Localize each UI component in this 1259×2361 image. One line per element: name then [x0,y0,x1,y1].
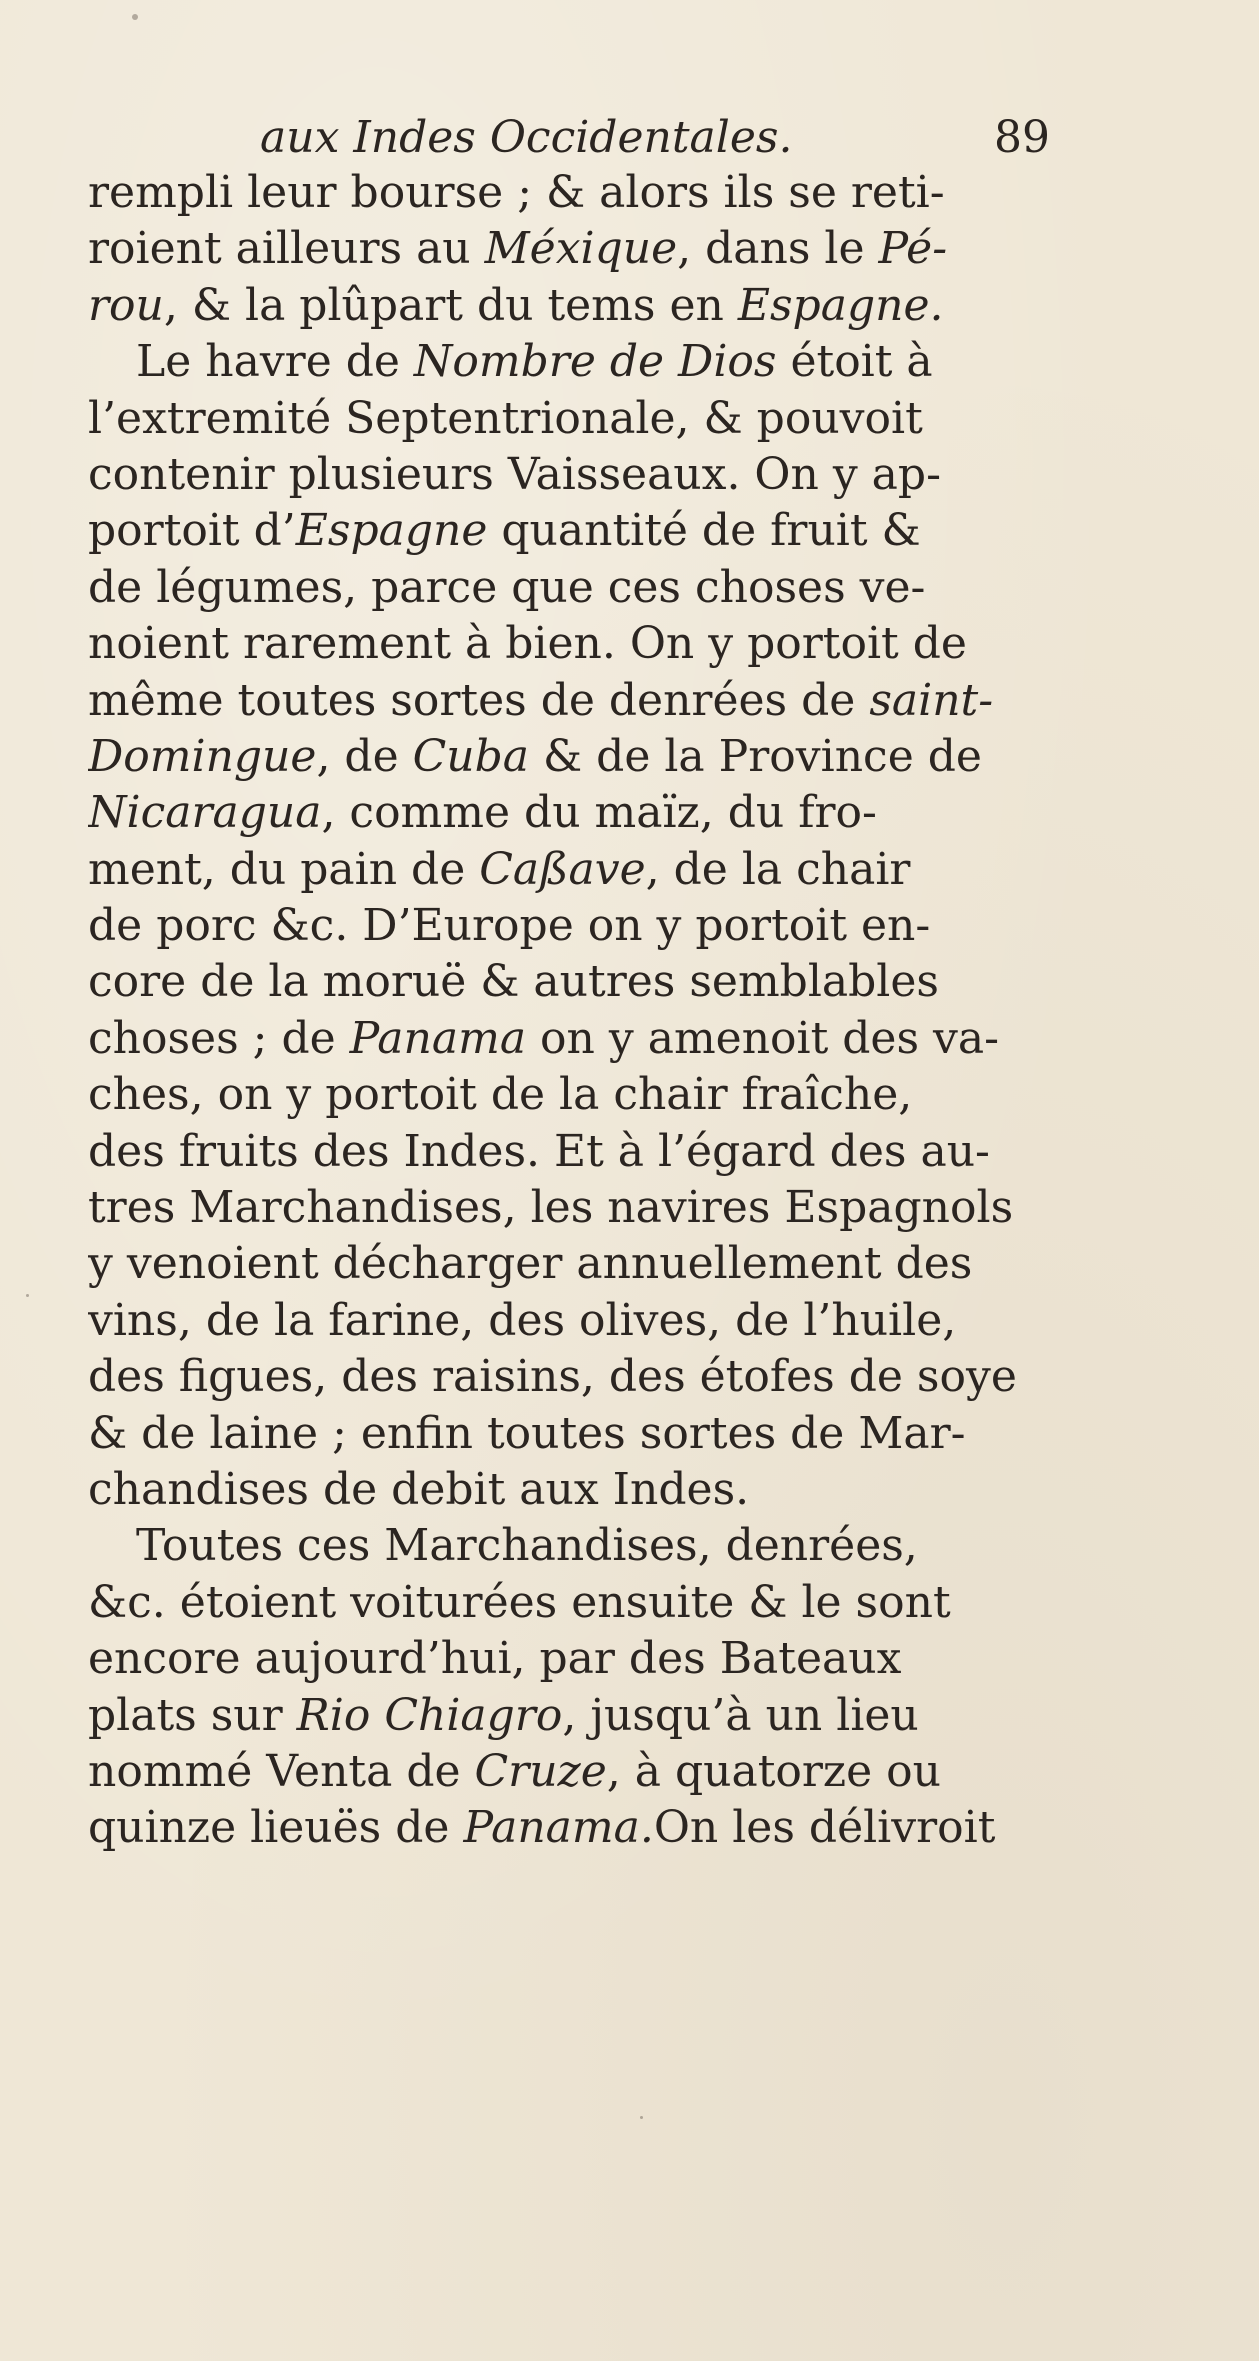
text-segment: , à quatorze ou [606,1745,941,1797]
text-segment: étoit à [776,336,933,388]
italic-segment: Rio Chiagro [296,1689,563,1741]
text-line [88,1744,1048,1800]
italic-segment: Méxique [484,223,678,275]
text-line [88,447,1048,503]
text-segment: des figues, des raisins, des étofes de soye [88,1351,1017,1403]
text-line [88,391,1048,447]
italic-segment: Panama [349,1012,527,1064]
text-line [88,1631,1048,1687]
text-segment: de légumes, parce que ces choses ve- [88,561,926,613]
text-line [88,1180,1048,1236]
text-segment: choses ; de [88,1012,350,1064]
text-segment: roient ailleurs au [88,223,485,275]
text-segment: encore aujourd’hui, par des Bateaux [88,1633,902,1685]
paper-speck [640,2116,643,2119]
text-line [88,1236,1048,1292]
text-segment: , comme du maïz, du fro- [321,787,877,839]
text-line [88,1575,1048,1631]
text-segment: l’extremité Septentrionale, & pouvoit [88,392,923,444]
text-line [88,221,1048,277]
text-segment: quinze lieuës de [88,1802,464,1854]
text-segment: & de la Province de [529,730,982,782]
text-line [88,1688,1048,1744]
text-line [88,1349,1048,1405]
text-line [88,616,1048,672]
text-segment: core de la moruë & autres semblables [88,956,939,1008]
italic-segment: Espagne. [737,279,944,331]
text-segment: des fruits des Indes. Et à l’égard des au- [88,1125,990,1177]
text-segment: vins, de la farine, des olives, de l’huile, [88,1294,957,1346]
italic-segment: Panama. [463,1802,654,1854]
page-number: 89 [994,112,1050,163]
text-segment: même toutes sortes de denrées de [88,674,870,726]
italic-segment: Nombre de Dios [413,336,777,388]
body-text [88,165,1048,1857]
text-line [88,1406,1048,1462]
text-segment: , jusqu’à un lieu [562,1689,919,1741]
text-segment: &c. étoient voiturées ensuite & le sont [88,1576,951,1628]
text-line [88,954,1048,1010]
text-segment: On les délivroit [653,1802,996,1854]
text-segment: , de [316,730,413,782]
italic-segment: rou [88,279,164,331]
text-segment: , de la chair [645,843,911,895]
italic-segment: saint- [869,674,994,726]
text-segment: , dans le [677,223,879,275]
italic-segment: Nicaragua [88,787,322,839]
text-segment: ches, on y portoit de la chair fraîche, [88,1069,913,1121]
text-segment: Le havre de [136,336,414,388]
text-line [88,1462,1048,1518]
text-line [88,673,1048,729]
text-segment: contenir plusieurs Vaisseaux. On y ap- [88,448,941,500]
italic-segment: Cuba [412,730,530,782]
text-line [88,1011,1048,1067]
text-line [88,1518,1048,1574]
text-segment: portoit d’ [88,505,296,557]
text-segment: & de laine ; enfin toutes sortes de Mar- [88,1407,966,1459]
text-line [88,1800,1048,1856]
text-line [88,785,1048,841]
text-line [88,503,1048,559]
text-line [88,898,1048,954]
text-segment: nommé Venta de [88,1745,475,1797]
text-segment: , & la plûpart du tems en [163,279,738,331]
text-line [88,165,1048,221]
text-line [88,1067,1048,1123]
italic-segment: Pé- [878,223,948,275]
running-title: aux Indes Occidentales. [260,112,793,163]
text-segment: chandises de debit aux Indes. [88,1463,750,1515]
text-line [88,729,1048,785]
paper-speck [132,14,138,20]
text-line [88,1124,1048,1180]
text-segment: plats sur [88,1689,297,1741]
text-line [88,842,1048,898]
text-line [88,334,1048,390]
italic-segment: Domingue [88,730,317,782]
paper-speck [26,1294,29,1297]
text-segment: tres Marchandises, les navires Espagnols [88,1182,1014,1234]
text-segment: ment, du pain de [88,843,480,895]
italic-segment: Cruze [474,1745,607,1797]
text-segment: rempli leur bourse ; & alors ils se reti- [88,167,945,218]
italic-segment: Espagne [295,505,488,557]
text-segment: on y amenoit des va- [526,1012,999,1064]
text-line [88,560,1048,616]
italic-segment: Caßave [479,843,646,895]
text-segment: Toutes ces Marchandises, denrées, [136,1520,918,1572]
text-segment: noient rarement à bien. On y portoit de [88,618,967,670]
text-segment: quantité de fruit & [487,505,921,557]
text-line [88,1293,1048,1349]
text-segment: de porc &c. D’Europe on y portoit en- [88,900,931,952]
text-line [88,278,1048,334]
text-segment: y venoient décharger annuellement des [88,1238,973,1290]
